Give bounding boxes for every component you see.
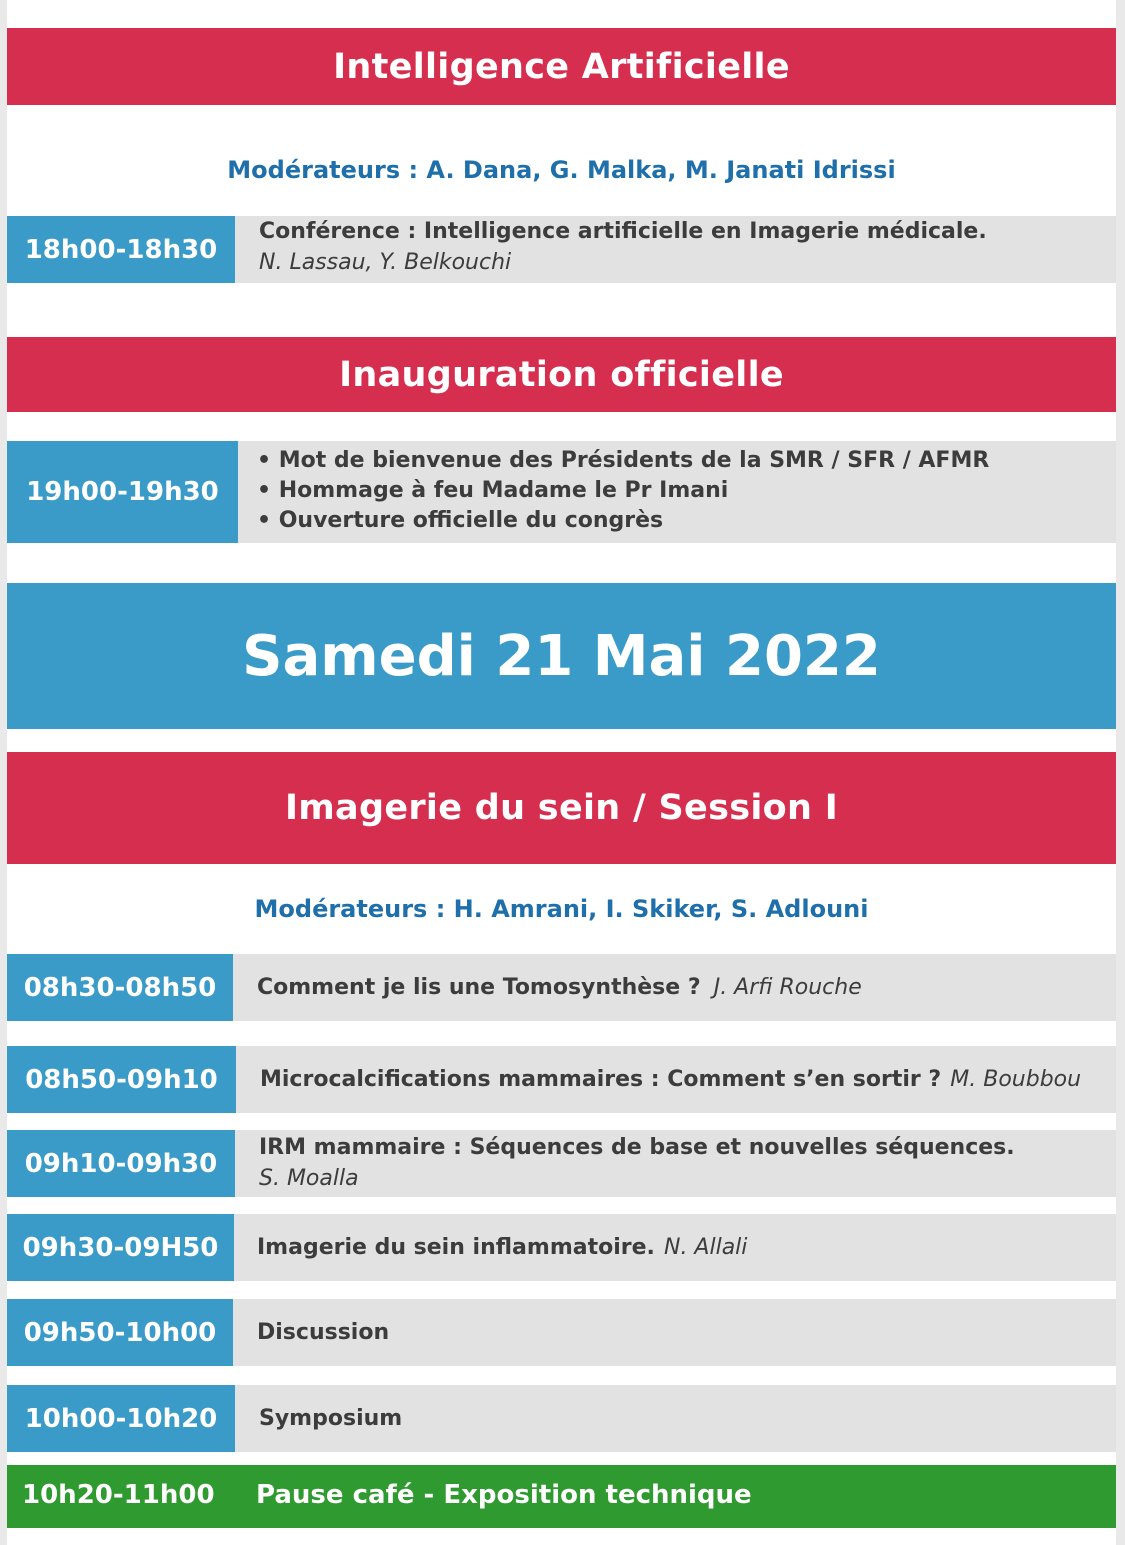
talk-title: Symposium bbox=[259, 1406, 403, 1431]
talk-speaker: S. Moalla bbox=[259, 1166, 359, 1191]
time-badge: 19h00-19h30 bbox=[7, 441, 238, 543]
talk-title: Microcalcifications mammaires : Comment s’en sortir ? bbox=[260, 1067, 942, 1092]
time-badge: 08h30-08h50 bbox=[7, 954, 233, 1021]
break-title: Pause café - Exposition technique bbox=[256, 1480, 752, 1510]
talk-title: Discussion bbox=[257, 1320, 390, 1345]
talk-speaker: J. Arfi Rouche bbox=[713, 975, 862, 1000]
talk-line bbox=[257, 975, 862, 1000]
session-title: Inauguration officielle bbox=[339, 354, 784, 395]
day-title: Samedi 21 Mai 2022 bbox=[242, 623, 881, 689]
moderators-ia: Modérateurs : A. Dana, G. Malka, M. Janati Idrissi bbox=[227, 156, 896, 184]
talk-title: IRM mammaire : Séquences de base et nouvelles séquences. bbox=[259, 1135, 1015, 1160]
break-row bbox=[7, 1465, 1116, 1528]
talk-speaker: N. Allali bbox=[663, 1235, 748, 1260]
inauguration-item: • Ouverture officielle du congrès bbox=[257, 508, 664, 533]
talk-title: Imagerie du sein inflammatoire. bbox=[257, 1235, 655, 1260]
session-header-sein bbox=[7, 752, 1116, 864]
inauguration-item: • Hommage à feu Madame le Pr Imani bbox=[257, 478, 729, 503]
talk-line bbox=[257, 1235, 747, 1260]
talk-speaker: N. Lassau, Y. Belkouchi bbox=[259, 250, 512, 275]
session-header-ia bbox=[7, 28, 1116, 105]
talk-speaker: M. Boubbou bbox=[950, 1067, 1082, 1092]
talk-title: Conférence : Intelligence artificielle en Imagerie médicale. bbox=[259, 219, 987, 244]
time-badge: 09h50-10h00 bbox=[7, 1299, 233, 1366]
time-badge: 08h50-09h10 bbox=[7, 1046, 236, 1113]
session-header-inauguration bbox=[7, 337, 1116, 412]
time-badge: 18h00-18h30 bbox=[7, 216, 235, 283]
time-badge: 09h10-09h30 bbox=[7, 1130, 235, 1197]
session-title: Imagerie du sein / Session I bbox=[284, 788, 839, 828]
time-badge: 10h00-10h20 bbox=[7, 1385, 235, 1452]
session-title: Intelligence Artificielle bbox=[333, 46, 790, 87]
talk-title: Comment je lis une Tomosynthèse ? bbox=[257, 975, 701, 1000]
inauguration-item: • Mot de bienvenue des Présidents de la SMR / SFR / AFMR bbox=[257, 448, 990, 473]
program-page bbox=[7, 0, 1116, 1545]
break-time: 10h20-11h00 bbox=[22, 1480, 215, 1510]
time-badge: 09h30-09H50 bbox=[7, 1214, 234, 1281]
moderators-sein: Modérateurs : H. Amrani, I. Skiker, S. Adlouni bbox=[254, 895, 869, 923]
day-header bbox=[7, 583, 1116, 729]
talk-line bbox=[260, 1067, 1081, 1092]
